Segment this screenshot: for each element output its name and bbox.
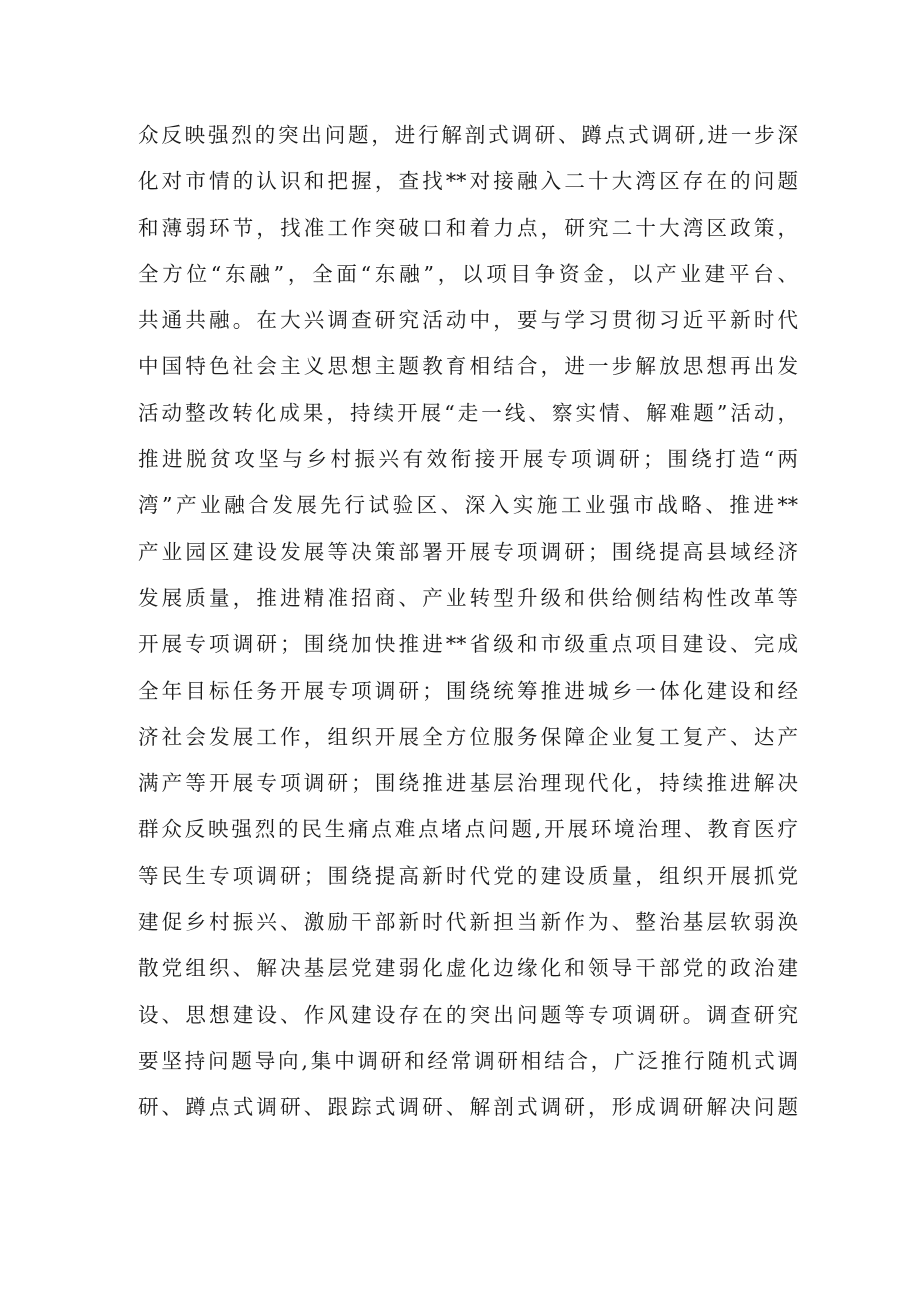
text-line-8: 推进脱贫攻坚与乡村振兴有效衔接开展专项调研；围绕打造“两 [138, 447, 798, 472]
text-line-2: 化对市情的认识和把握，查找**对接融入二十大湾区存在的问题 [138, 169, 798, 194]
text-line-6: 中国特色社会主义思想主题教育相结合，进一步解放思想再出发 [138, 354, 798, 379]
text-line-20: 设、思想建设、作风建设存在的突出问题等专项调研。调查研究 [138, 1002, 798, 1027]
text-line-5: 共通共融。在大兴调查研究活动中，要与学习贯彻习近平新时代 [138, 308, 798, 333]
text-line-9: 湾”产业融合发展先行试验区、深入实施工业强市战略、推进** [138, 493, 798, 518]
text-line-21: 要坚持问题导向,集中调研和经常调研相结合，广泛推行随机式调 [138, 1048, 798, 1073]
text-line-1: 众反映强烈的突出问题，进行解剖式调研、蹲点式调研,进一步深 [138, 123, 798, 147]
text-line-18: 建促乡村振兴、激励干部新时代新担当新作为、整治基层软弱涣 [138, 910, 798, 935]
text-line-11: 发展质量，推进精准招商、产业转型升级和供给侧结构性改革等 [138, 585, 798, 610]
text-line-7: 活动整改转化成果，持续开展“走一线、察实情、解难题”活动， [138, 400, 798, 425]
text-line-17: 等民生专项调研；围绕提高新时代党的建设质量，组织开展抓党 [138, 863, 798, 888]
text-line-16: 群众反映强烈的民生痛点难点堵点问题,开展环境治理、教育医疗 [138, 817, 798, 842]
text-line-14: 济社会发展工作，组织开展全方位服务保障企业复工复产、达产 [138, 724, 798, 749]
text-line-19: 散党组织、解决基层党建弱化虚化边缘化和领导干部党的政治建 [138, 956, 798, 981]
text-line-12: 开展专项调研；围绕加快推进**省级和市级重点项目建设、完成 [138, 632, 798, 657]
text-line-13: 全年目标任务开展专项调研；围绕统筹推进城乡一体化建设和经 [138, 678, 798, 703]
text-line-15: 满产等开展专项调研；围绕推进基层治理现代化，持续推进解决 [138, 771, 798, 796]
text-line-4: 全方位“东融”，全面“东融”，以项目争资金，以产业建平台、 [138, 261, 798, 286]
body-paragraph [138, 112, 798, 1131]
text-line-3: 和薄弱环节，找准工作突破口和着力点，研究二十大湾区政策， [138, 215, 798, 240]
text-line-22: 研、蹲点式调研、跟踪式调研、解剖式调研，形成调研解决问题 [138, 1095, 798, 1120]
text-line-10: 产业园区建设发展等决策部署开展专项调研；围绕提高县域经济 [138, 539, 798, 564]
